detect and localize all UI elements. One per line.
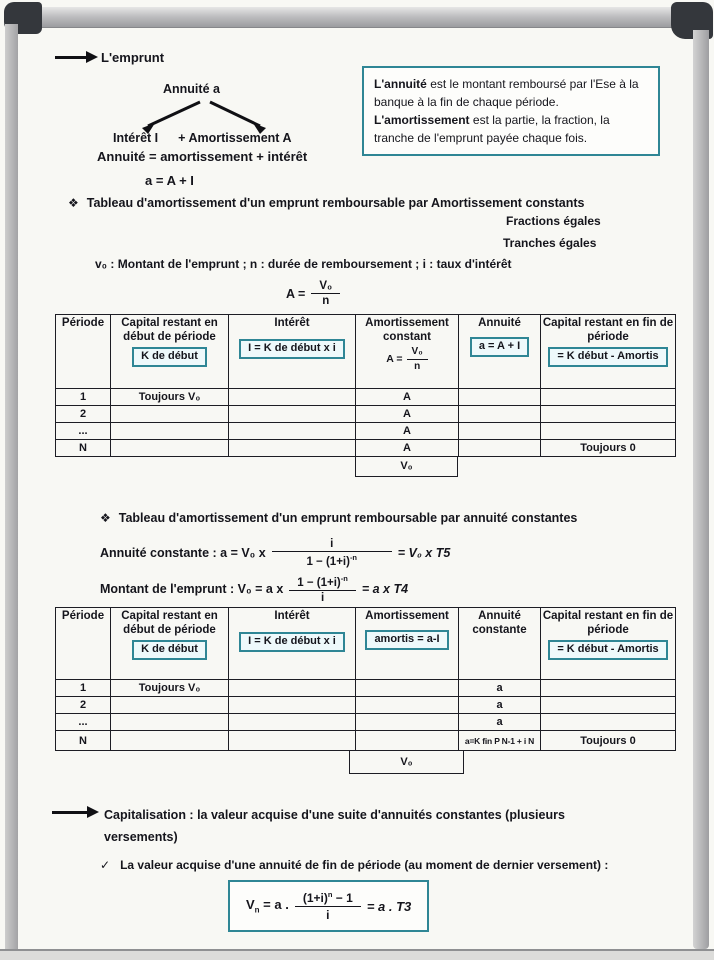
diagram-leaves [113, 131, 292, 145]
section2-title: Tableau d'amortissement d'un emprunt remboursable par annuité constantes [118, 511, 578, 525]
definition-annuite-term: L'annuité [374, 77, 427, 91]
t2-sum-cell: V₀ [349, 750, 464, 774]
valeur-acquise-text: La valeur acquise d'une annuité de fin de période (au moment de dernier versement) : [120, 858, 609, 872]
f1-denominator: $1 - (1+i)^{-n}$ [306, 553, 358, 568]
vn-lhs: $V_n = a$ . [246, 897, 289, 915]
board-frame-bottom [0, 949, 714, 960]
t2-box-interet: I = K de début x i [239, 632, 345, 652]
t2-header-amortissement: Amortissement amortis = a-I [356, 608, 459, 680]
t1-header-annuite: Annuité a = A + I [459, 315, 541, 389]
f1-label: Annuité constante : a = V₀ x [100, 545, 266, 560]
vn-fraction [295, 890, 361, 922]
t1-box-capital-fin: = K début - Amortis [548, 347, 667, 367]
f2-numerator: $1 - (1+i)^{-n}$ [289, 574, 356, 591]
variables-legend: v₀ : Montant de l'emprunt ; n : durée de remboursement ; i : taux d'intérêt [95, 257, 512, 271]
diagram-left-leaf: Intérêt I [113, 131, 159, 145]
diagram-root-label: Annuité a [163, 82, 220, 96]
annuite-constante-formula [100, 538, 450, 568]
t1-header-capital-debut: Capital restant en début de période K de début [111, 315, 229, 389]
capitalisation-title: Capitalisation : la valeur acquise d'une suite d'annuités constantes (plusieurs versements) [104, 808, 565, 844]
note-fractions: Fractions égales [506, 214, 601, 228]
definition-amortissement-term: L'amortissement [374, 113, 470, 127]
diagram-branch-arrows-icon [118, 99, 298, 135]
t1-header-interet: Intérêt I = K de début x i [229, 315, 356, 389]
table-row: N a=K fin P N-1 + i N Toujours 0 [56, 731, 676, 751]
annuity-equation: Annuité = amortissement + intérêt [97, 149, 308, 164]
board-frame-top [16, 7, 702, 28]
note-tranches: Tranches égales [503, 236, 597, 250]
f2-label: Montant de l'emprunt : V₀ = a x [100, 581, 284, 596]
vn-result: = a . T3 [366, 898, 412, 914]
f2-result: = a x T4 [361, 581, 409, 596]
emprunt-heading [55, 50, 164, 65]
t2-header-capital-debut: Capital restant en début de période K de début [111, 608, 229, 680]
definition-annuite-text: est le montant remboursé par l'Ese à la banque à la fin de chaque période. [374, 77, 639, 109]
t1-header-capital-fin: Capital restant en fin de période = K début - Amortis [541, 315, 676, 389]
table-row: N A Toujours 0 [56, 440, 676, 457]
diagram-right-leaf: + Amortissement A [178, 131, 292, 145]
formula1-fraction [311, 280, 340, 307]
capitalisation-heading [52, 805, 624, 849]
diamond-bullet-icon: ❖ [68, 196, 79, 210]
t1-sum-cell: V₀ [355, 456, 458, 477]
valeur-acquise-line [100, 858, 608, 872]
section1-title: Tableau d'amortissement d'un emprunt remboursable par Amortissement constants [86, 196, 585, 210]
vn-formula-box [228, 880, 429, 932]
f1-result: = V₀ x T5 [397, 545, 451, 560]
table-row: ... a [56, 714, 676, 731]
f2-fraction [289, 574, 356, 604]
t1-header-periode: Période [56, 315, 111, 389]
vn-denominator: i [326, 908, 330, 922]
t2-header-periode: Période [56, 608, 111, 680]
checkmark-icon: ✓ [100, 858, 111, 872]
annuity-equation-short: a = A + I [145, 173, 194, 188]
table-row: ... A [56, 423, 676, 440]
definitions-panel [362, 66, 660, 156]
vn-numerator: $(1+i)^n - 1$ [295, 890, 361, 907]
t1-box-annuite: a = A + I [470, 337, 529, 357]
t1-box-k-debut: K de début [132, 347, 207, 367]
board-frame-right [693, 30, 709, 949]
definition-amortissement [374, 111, 648, 147]
t1-header-amortissement: Amortissement constant A = $\frac{\text{V₀}}{n}$ [356, 315, 459, 389]
diamond-bullet-icon: ❖ [100, 511, 111, 525]
t2-box-amortis: amortis = a-I [365, 630, 448, 650]
table-row: 2 A [56, 406, 676, 423]
t1-box-interet: I = K de début x i [239, 339, 345, 359]
t2-box-k-debut: K de début [132, 640, 207, 660]
page-title: L'emprunt [101, 50, 165, 65]
f1-numerator: i [272, 538, 392, 552]
t1-amortissement-formula: A = $\frac{\text{V₀}}{n}$ [386, 346, 427, 373]
definition-amortissement-text: est la partie, la fraction, la tranche de l'emprunt payée chaque fois. [374, 113, 610, 145]
t2-box-capital-fin: = K début - Amortis [548, 640, 667, 660]
formula-A-equals-V0-over-n [286, 280, 346, 307]
right-arrow-icon [52, 811, 88, 814]
t2-header-capital-fin: Capital restant en fin de période = K début - Amortis [541, 608, 676, 680]
formula1-lhs: A = [286, 286, 306, 301]
section1-heading [68, 196, 638, 210]
montant-emprunt-formula [100, 574, 408, 604]
t2-header-interet: Intérêt I = K de début x i [229, 608, 356, 680]
table-row: 2 a [56, 697, 676, 714]
t2-header-annuite-constante: Annuité constante [459, 608, 541, 680]
formula1-numerator: V₀ [311, 280, 340, 294]
formula1-denominator: n [322, 295, 330, 307]
f1-fraction [272, 538, 392, 568]
amortissement-constant-table [55, 314, 676, 457]
annuite-constante-table [55, 607, 676, 751]
section2-heading [100, 511, 640, 525]
table-row: 1 Toujours V₀ a [56, 680, 676, 697]
table-row: 1 Toujours V₀ A [56, 389, 676, 406]
f2-denominator: i [320, 591, 325, 604]
board-frame-left [5, 24, 18, 949]
definition-annuite [374, 75, 648, 111]
right-arrow-icon [55, 56, 87, 59]
